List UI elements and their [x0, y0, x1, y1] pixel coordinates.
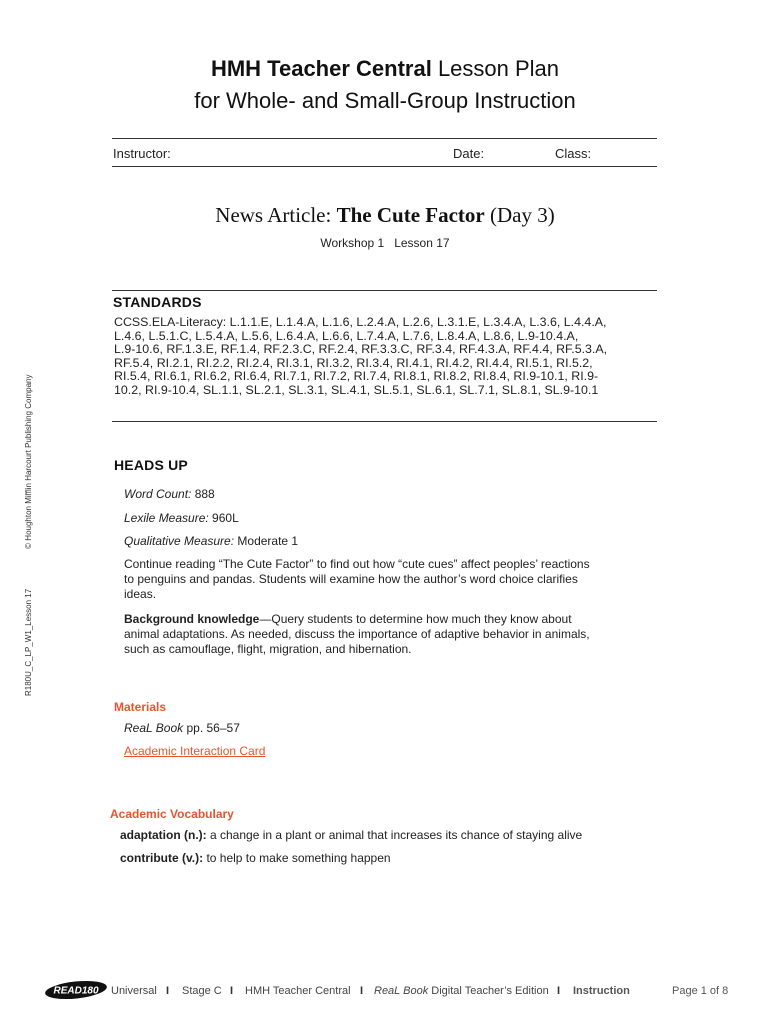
footer-instruction: Instruction: [573, 985, 630, 997]
footer-universal: Universal: [111, 985, 157, 997]
heads-up-heading: HEADS UP: [114, 457, 188, 473]
qualitative-label: Qualitative Measure:: [124, 534, 235, 548]
page-title: [0, 56, 770, 82]
standards-line: L.9-10.6, RF.1.3.E, RF.1.4, RF.2.3.C, RF.2.4, RF.3.3.C, RF.3.4, RF.4.3.A, RF.4.4, RF.5.3.A,: [114, 342, 608, 356]
copyright: © Houghton Mifflin Harcourt Publishing Company: [24, 374, 33, 549]
standards-heading: STANDARDS: [113, 294, 202, 310]
divider: [112, 421, 657, 422]
vocab-definition: a change in a plant or animal that increases its chance of staying alive: [206, 828, 583, 842]
article-suffix: (Day 3): [484, 203, 555, 227]
divider: [112, 290, 657, 291]
lexile-label: Lexile Measure:: [124, 511, 209, 525]
standards-line: L.4.6, L.5.1.C, L.5.4.A, L.5.6, L.6.4.A, L.6.6, L.7.4.A, L.7.6, L.8.4.A, L.8.6, L.9-10.4.A,: [114, 328, 579, 343]
lesson-code: R180U_C_LP_W1_Lesson 17: [24, 588, 33, 696]
logo-text: READ180: [53, 985, 99, 997]
read180-logo: [44, 980, 108, 1000]
book-title: ReaL Book: [124, 721, 184, 735]
paragraph-line: [124, 612, 654, 627]
page-subtitle: for Whole- and Small-Group Instruction: [194, 88, 576, 113]
page-number: Page 1 of 8: [672, 985, 729, 997]
word-count: [124, 487, 215, 502]
word-count-value: 888: [191, 487, 215, 501]
article-prefix: News Article:: [215, 203, 337, 227]
academic-interaction-card-link[interactable]: Academic Interaction Card: [124, 744, 266, 758]
bk-label: Background knowledge: [124, 612, 260, 626]
date-label: Date:: [453, 146, 485, 161]
paragraph-line: ideas.: [124, 587, 157, 601]
side-text: [24, 375, 33, 696]
class-label: Class:: [555, 146, 592, 161]
background-knowledge: [124, 612, 654, 657]
footer-book-title: ReaL Book: [374, 985, 429, 997]
vocab-definition: to help to make something happen: [203, 851, 391, 865]
footer-separator: I: [230, 985, 234, 997]
vocab-term: adaptation (n.):: [120, 828, 207, 842]
title-bold: HMH Teacher Central: [210, 56, 432, 81]
footer-book: [374, 985, 549, 997]
footer-central: HMH Teacher Central: [245, 985, 351, 997]
lesson-label: Lesson 17: [394, 236, 450, 250]
article-title: [0, 203, 770, 228]
divider: [112, 166, 657, 167]
footer-separator: I: [166, 985, 170, 997]
vocab-heading: Academic Vocabulary: [110, 807, 234, 821]
standards-line: RI.5.4, RI.6.1, RI.6.2, RI.6.4, RI.7.1, RI.7.2, RI.7.4, RI.8.1, RI.8.2, RI.8.4, RI.9-10.1, RI.9-: [114, 369, 599, 383]
divider: [112, 138, 657, 139]
footer-stage: Stage C: [182, 985, 222, 997]
standards-line: 10.2, RI.9-10.4, SL.1.1, SL.2.1, SL.3.1, SL.4.1, SL.5.1, SL.6.1, SL.7.1, SL.8.1, SL.9-10.1: [114, 382, 599, 397]
footer: [0, 984, 770, 1002]
bk-text: —Query students to determine how much they know about: [259, 612, 572, 626]
word-count-label: Word Count:: [124, 487, 192, 501]
paragraph-line: to penguins and pandas. Students will examine how the author’s word choice clarifies: [124, 572, 578, 586]
footer-book-rest: Digital Teacher’s Edition: [428, 985, 549, 997]
paragraph-line: such as camouflage, flight, migration, and hibernation.: [124, 642, 412, 656]
footer-separator: I: [360, 985, 364, 997]
workshop-label: Workshop 1: [320, 236, 385, 250]
vocab-item: [120, 828, 582, 843]
paragraph-line: animal adaptations. As needed, discuss the importance of adaptive behavior in animals,: [124, 627, 590, 641]
lexile-measure: [124, 511, 239, 526]
article-name: The Cute Factor: [336, 203, 485, 227]
instructor-label: Instructor:: [113, 146, 171, 161]
vocab-item: [120, 851, 391, 866]
book-pages: pp. 56–57: [183, 721, 240, 735]
workshop-lesson: [0, 236, 770, 250]
title-rest: Lesson Plan: [431, 56, 560, 81]
standards-text: [114, 316, 659, 397]
materials-book: [124, 721, 240, 736]
qualitative-measure: [124, 534, 298, 549]
standards-line: CCSS.ELA-Literacy: L.1.1.E, L.1.4.A, L.1.6, L.2.4.A, L.2.6, L.3.1.E, L.3.4.A, L.3.6, L.4.4.A,: [114, 315, 607, 329]
footer-separator: I: [557, 985, 561, 997]
materials-heading: Materials: [114, 700, 167, 714]
lexile-value: 960L: [208, 511, 239, 525]
standards-line: RF.5.4, RI.2.1, RI.2.2, RI.2.4, RI.3.1, RI.3.2, RI.3.4, RI.4.1, RI.4.2, RI.4.4, RI.5.1, RI.5.2,: [114, 355, 593, 370]
paragraph-line: Continue reading “The Cute Factor” to find out how “cute cues” affect peoples’ reactions: [124, 557, 590, 571]
qualitative-value: Moderate 1: [234, 534, 299, 548]
vocab-term: contribute (v.):: [120, 851, 204, 865]
heads-up-paragraph: [124, 557, 654, 602]
